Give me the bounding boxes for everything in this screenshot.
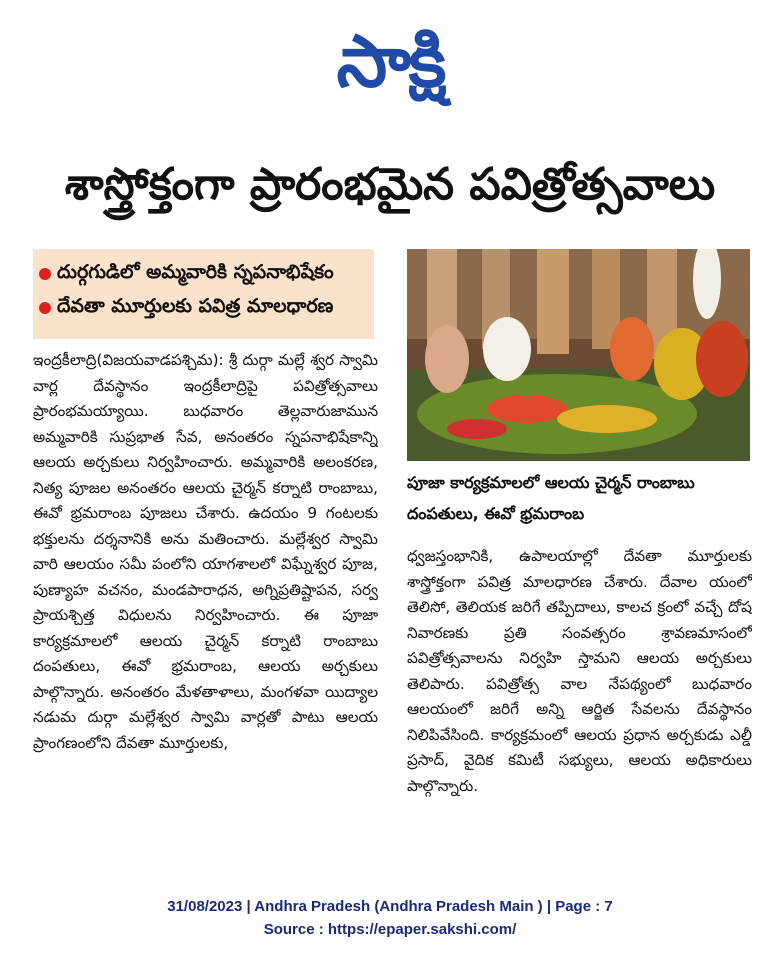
photo-caption: పూజా కార్యక్రమాలలో ఆలయ చైర్మన్ రాంబాబు దంపతులు, ఈవో భ్రమరాంబ — [407, 473, 695, 523]
article-body-left: ఇంద్రకీలాద్రి(విజయవాడపశ్చిమ): శ్రీ దుర్గా మల్లే శ్వర స్వామి వార్ల దేవస్థానం ఇంద్రకీలాద్రిపై పవిత్రోత్సవాలు ప్రారంభమయ్యాయి. బుధవారం తెల్లవారుజామున అమ్మవారికి సుప్రభాత సేవ, అనంతరం స్నపనాభిషేకాన్ని ఆలయ అర్చకులు నిర్వహించారు. అమ్మవారికి అలంకరణ, నిత్య పూజల అనంతరం ఆలయ చైర్మన్ కర్నాటి రాంబాబు, ఈవో భ్రమరాంబ పూజలు చేశారు. ఉదయం 9 గంటలకు భక్తులను దర్శనానికి అను మతించారు. మల్లేశ్వర స్వామి వారి ఆలయం సమీ పంలోని యాగశాలలో విఘ్నేశ్వర పూజ, పుణ్యాహ వచనం, మండపారాధన, అగ్నిప్రతిష్టాపన, సర్వ ప్రాయశ్చిత్త విధులను నిర్వహించారు. ఈ పూజా కార్యక్రమాలలో ఆలయ చైర్మన్ కర్నాటి రాంబాబు దంపతులు, ఈవో భ్రమరాంబ, ఆలయ అర్చకులు పాల్గొన్నారు. అనంతరం మేళతాళాలు, మంగళవా యిద్యాల నడుమ దుర్గా మల్లేశ్వర స్వామి వార్లతో పాటు ఆలయ ప్రాంగణంలోని దేవతా మూర్తులకు, — [33, 351, 378, 752]
highlight-item — [39, 291, 368, 325]
bullet-dot-icon — [39, 268, 51, 280]
article-body-right: ధ్వజస్తంభానికి, ఉపాలయాల్లో దేవతా మూర్తులకు శాస్త్రోక్తంగా పవిత్ర మాలధారణ చేశారు. దేవాల యంలో తెలిసో, తెలియక జరిగే తప్పిదాలు, కాలచ క్రంలో వచ్చే దోష నివారణకు ప్రతి సంవత్సరం శ్రావణమాసంలో పవిత్రోత్సవాలను నిర్వహి స్తామని ఆలయ అర్చకులు తెలిపారు. పవిత్రోత్స వాల నేపథ్యంలో బుధవారం ఆలయంలో జరిగే అన్ని ఆర్జిత సేవలను దేవస్థానం నిలిపివేసింది. కార్యక్రమంలో ఆలయ ప్రధాన అర్చకుడు ఎల్డీ ప్రసాద్, వైదిక కమిటీ సభ్యులు, ఆలయ అధికారులు పాల్గొన్నారు. — [407, 547, 752, 795]
highlight-text: దేవతా మూర్తులకు పవిత్ర మాలధారణ — [57, 294, 334, 317]
temple-ritual-photo — [407, 249, 750, 461]
bullet-dot-icon — [39, 302, 51, 314]
headline: శాస్త్రోక్తంగా ప్రారంభమైన పవిత్రోత్సవాలు — [64, 159, 716, 210]
highlight-text: దుర్గగుడిలో అమ్మవారికి స్నపనాభిషేకం — [57, 260, 334, 283]
highlights-box — [33, 249, 374, 339]
edition-info: 31/08/2023 | Andhra Pradesh (Andhra Pradesh Main ) | Page : 7 — [167, 898, 613, 915]
sakshi-logo: సాక్షి — [336, 19, 445, 103]
source-link[interactable]: Source : https://epaper.sakshi.com/ — [263, 921, 517, 938]
photo-illustration — [407, 249, 750, 461]
highlight-item — [39, 257, 368, 291]
